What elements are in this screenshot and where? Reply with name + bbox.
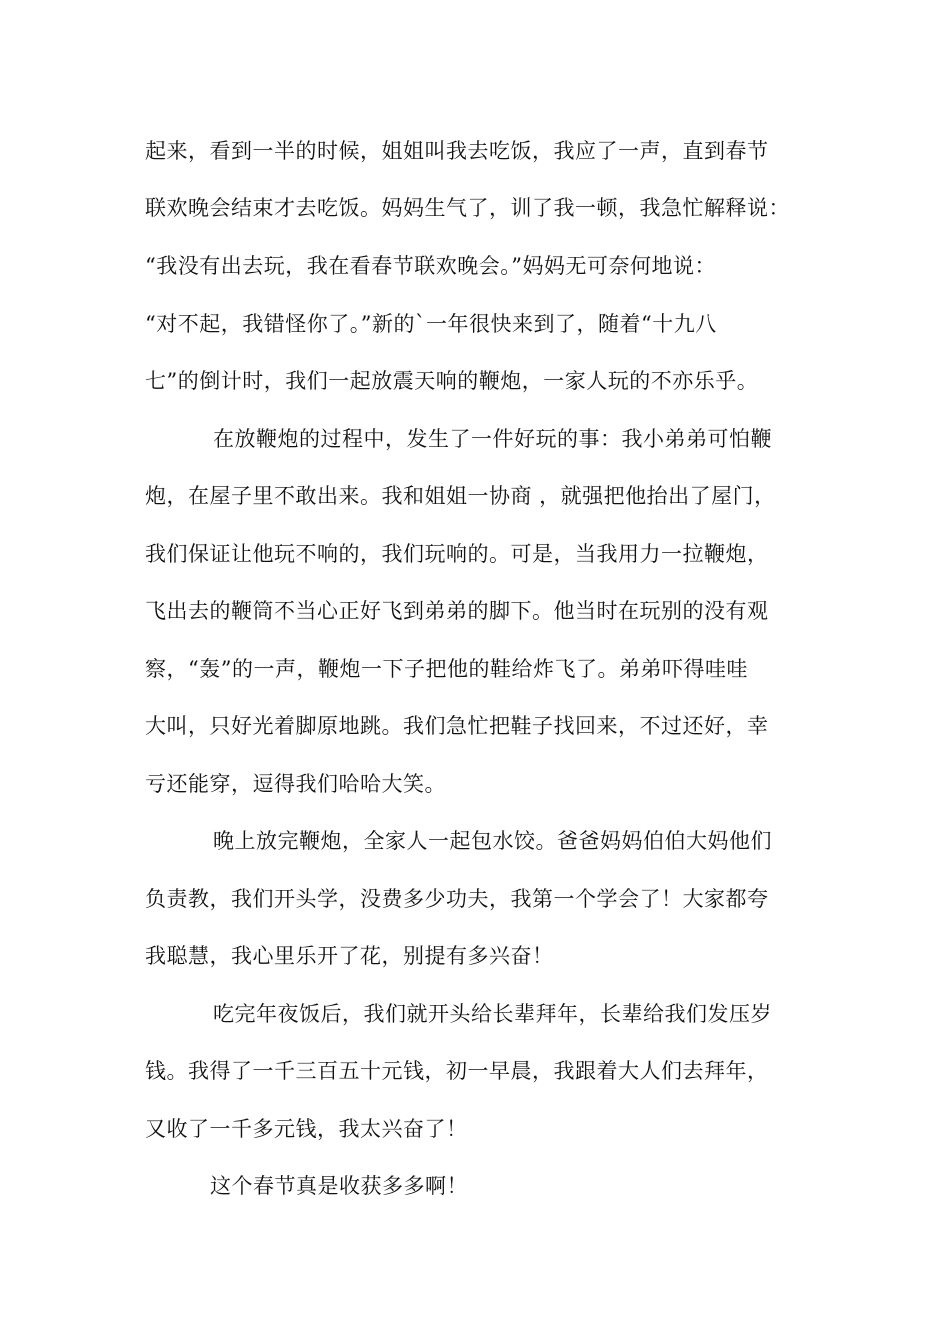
- text-line: 察，“轰”的一声，鞭炮一下子把他的鞋给炸飞了。弟弟吓得哇哇: [145, 657, 748, 681]
- text-line: “对不起，我错怪你了。”新的`一年很快来到了，随着“十九八: [145, 312, 717, 336]
- closing-line: 这个春节真是收获多多啊！: [210, 1174, 468, 1198]
- text-line: 钱。我得了一千三百五十元钱，初一早晨，我跟着大人们去拜年，: [145, 1059, 769, 1083]
- text-line: 起来，看到一半的时候，姐姐叫我去吃饭，我应了一声，直到春节: [145, 139, 769, 163]
- paragraph-first-line: 晚上放完鞭炮，全家人一起包水饺。爸爸妈妈伯伯大妈他们: [213, 829, 772, 853]
- text-line: 大叫，只好光着脚原地跳。我们急忙把鞋子找回来，不过还好，幸: [145, 714, 769, 738]
- text-line: 炮，在屋子里不敢出来。我和姐姐一协商 ，就强把他抬出了屋门，: [145, 484, 776, 508]
- text-line: 我聪慧，我心里乐开了花，别提有多兴奋！: [145, 944, 554, 968]
- text-line: 七”的倒计时，我们一起放震天响的鞭炮，一家人玩的不亦乐乎。: [145, 369, 759, 393]
- text-line: 又收了一千多元钱，我太兴奋了！: [145, 1117, 468, 1141]
- text-line: 飞出去的鞭筒不当心正好飞到弟弟的脚下。他当时在玩别的没有观: [145, 599, 769, 623]
- paragraph-first-line: 在放鞭炮的过程中，发生了一件好玩的事：我小弟弟可怕鞭: [213, 427, 772, 451]
- text-line: 负责教，我们开头学，没费多少功夫，我第一个学会了！大家都夸: [145, 887, 769, 911]
- paragraph-first-line: 吃完年夜饭后，我们就开头给长辈拜年，长辈给我们发压岁: [213, 1002, 772, 1026]
- text-line: 亏还能穿，逗得我们哈哈大笑。: [145, 772, 446, 796]
- text-line: 联欢晚会结束才去吃饭。妈妈生气了，训了我一顿，我急忙解释说：: [145, 196, 790, 220]
- text-line: “我没有出去玩，我在看春节联欢晚会。”妈妈无可奈何地说：: [145, 254, 716, 278]
- text-line: 我们保证让他玩不响的，我们玩响的。可是，当我用力一拉鞭炮，: [145, 542, 769, 566]
